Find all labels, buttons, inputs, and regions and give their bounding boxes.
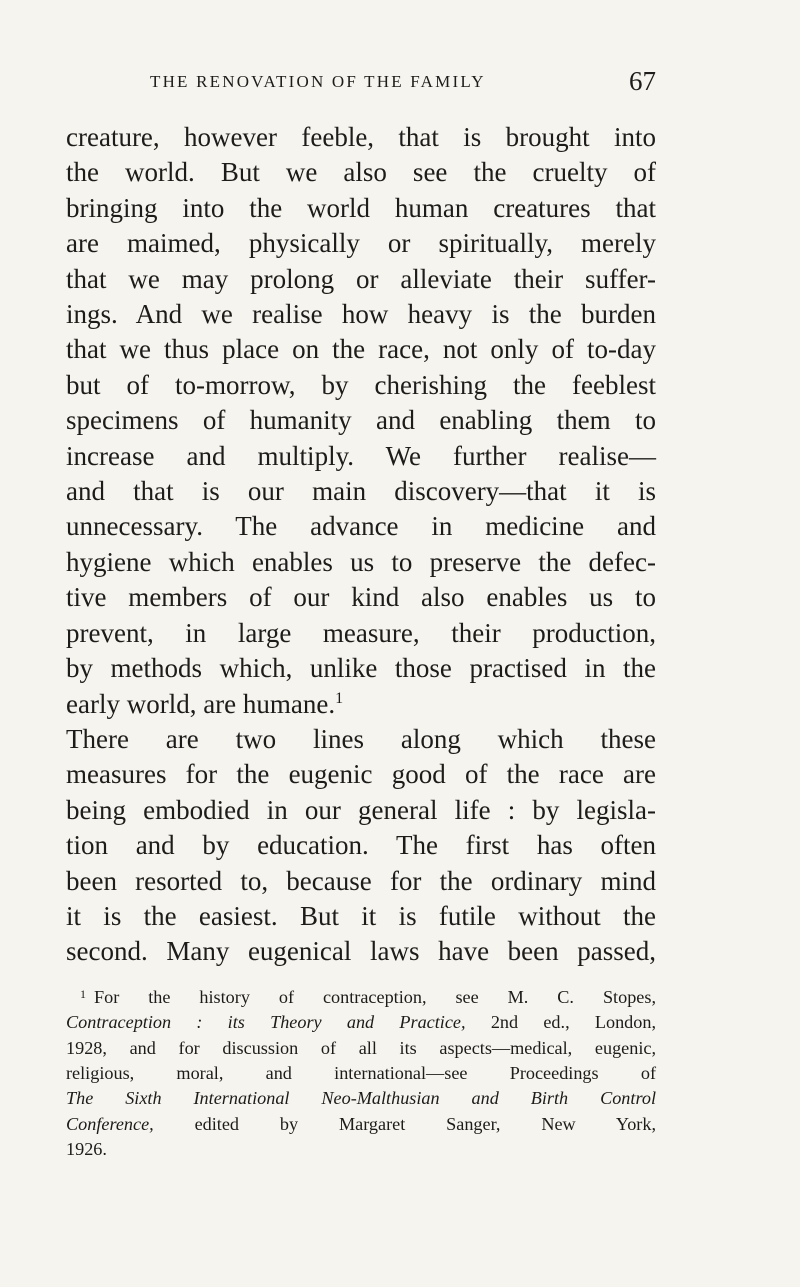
- page-number: 67: [629, 66, 656, 96]
- text-line: measures for the eugenic good of the race are: [66, 759, 656, 790]
- footnote-line: [66, 1086, 656, 1111]
- footnote-line: [66, 1010, 656, 1035]
- footnote-line: 1926.: [66, 1139, 107, 1160]
- text-line: that we may prolong or alleviate their suffer-: [66, 263, 656, 294]
- text-line: ings. And we realise how heavy is the burden: [66, 299, 656, 330]
- footnote-block: [66, 982, 656, 1163]
- footnote-title: Contraception : its Theory and Practice,: [66, 1012, 466, 1033]
- footnote-text: edited by Margaret Sanger, New York,: [153, 1113, 656, 1134]
- text-line: There are two lines along which these: [66, 723, 656, 754]
- footnote-line: [66, 982, 656, 1010]
- text-line: [66, 687, 656, 722]
- footnote-title: Conference,: [66, 1113, 154, 1134]
- text-line: prevent, in large measure, their production,: [66, 617, 656, 648]
- text-line: the world. But we also see the cruelty of: [66, 157, 656, 188]
- text-line: that we thus place on the race, not only of to-day: [66, 334, 656, 365]
- footnote-title: The Sixth International Neo-Malthusian and Birth Control: [66, 1088, 656, 1109]
- running-header: [66, 66, 656, 106]
- text-line: increase and multiply. We further realise—: [66, 440, 656, 471]
- text-line: unnecessary. The advance in medicine and: [66, 511, 656, 542]
- text-line: by methods which, unlike those practised in the: [66, 653, 656, 684]
- text-line: it is the easiest. But it is futile without the: [66, 900, 656, 931]
- book-page: [66, 66, 656, 1163]
- running-title: THE RENOVATION OF THE FAMILY: [150, 72, 486, 91]
- text-line: second. Many eugenical laws have been passed,: [66, 936, 656, 967]
- text-line: are maimed, physically or spiritually, merely: [66, 228, 656, 259]
- text-line: hygiene which enables us to preserve the defec-: [66, 546, 656, 577]
- footnote-line: 1928, and for discussion of all its aspects—medical, eugenic,: [66, 1037, 656, 1058]
- footnote-reference: 1: [335, 689, 344, 707]
- text-line: creature, however feeble, that is brought into: [66, 122, 656, 152]
- footnote-text: 2nd ed., London,: [465, 1012, 656, 1033]
- text-line: and that is our main discovery—that it is: [66, 476, 656, 507]
- footnote-number: 1: [80, 986, 86, 1001]
- text-line: tion and by education. The first has often: [66, 830, 656, 861]
- text-line: but of to-morrow, by cherishing the feeblest: [66, 369, 656, 400]
- text-line: being embodied in our general life : by legisla-: [66, 794, 656, 825]
- text-line: tive members of our kind also enables us to: [66, 582, 656, 613]
- footnote-text: For the history of contraception, see M. C. Stopes,: [94, 986, 656, 1007]
- text-line-content: early world, are humane.: [66, 688, 336, 719]
- footnote-line: religious, moral, and international—see Proceedings of: [66, 1062, 656, 1083]
- footnote-line: [66, 1112, 656, 1137]
- text-line: bringing into the world human creatures that: [66, 192, 656, 223]
- main-text: [66, 120, 656, 970]
- text-line: specimens of humanity and enabling them to: [66, 405, 656, 436]
- text-line: been resorted to, because for the ordinary mind: [66, 865, 656, 896]
